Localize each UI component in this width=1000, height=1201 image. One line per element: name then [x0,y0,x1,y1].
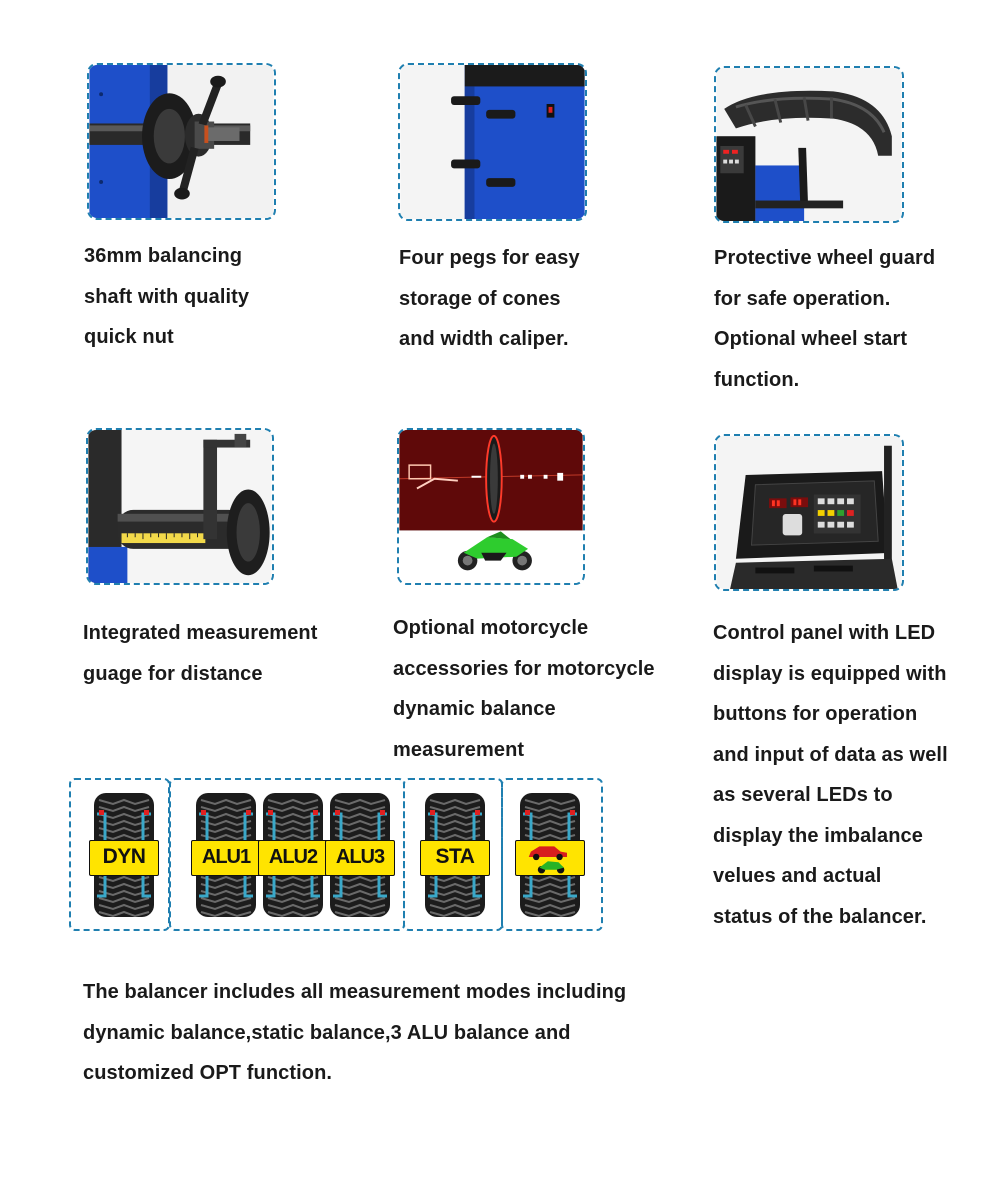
feature-caption-motorcycle: Optional motorcycle accessories for motorcycle dynamic balance measurement [393,617,655,761]
mode-label: ALU2 [258,840,328,876]
summary-text: The balancer includes all measurement modes including dynamic balance,static balance,3 ALU balance and customized OPT function. [83,981,627,1084]
control-panel-photo [714,434,904,591]
measurement-modes-strip [69,778,603,931]
mode-sta [424,792,486,918]
measurement-gauge-photo [86,428,274,585]
mode-alu3 [329,792,391,918]
mode-alu2 [262,792,324,918]
feature-caption-pegs: Four pegs for easy storage of cones and width caliper. [399,247,580,350]
mode-alu1 [195,792,257,918]
mode-label: ALU3 [325,840,395,876]
balancing-shaft-photo [87,63,276,220]
mode-label: DYN [89,840,159,876]
feature-caption-control-panel: Control panel with LED display is equipped with buttons for operation and input of data as well as several LEDs to display the imbalance velues and actual status of the balancer. [713,622,948,928]
motorcycle-adapter-photo [397,428,585,585]
wheel-guard-photo [714,66,904,223]
mode-dyn [93,792,155,918]
mode-label: ALU1 [191,840,261,876]
feature-caption-guard: Protective wheel guard for safe operation. Optional wheel start function. [714,247,936,391]
feature-caption-gauge: Integrated measurement guage for distance [83,622,318,685]
mode-label: STA [420,840,490,876]
car-and-motorcycle-icon [515,840,585,876]
mode-opt [519,792,581,918]
storage-pegs-photo [398,63,587,221]
feature-caption-shaft: 36mm balancing shaft with quality quick nut [84,245,250,348]
